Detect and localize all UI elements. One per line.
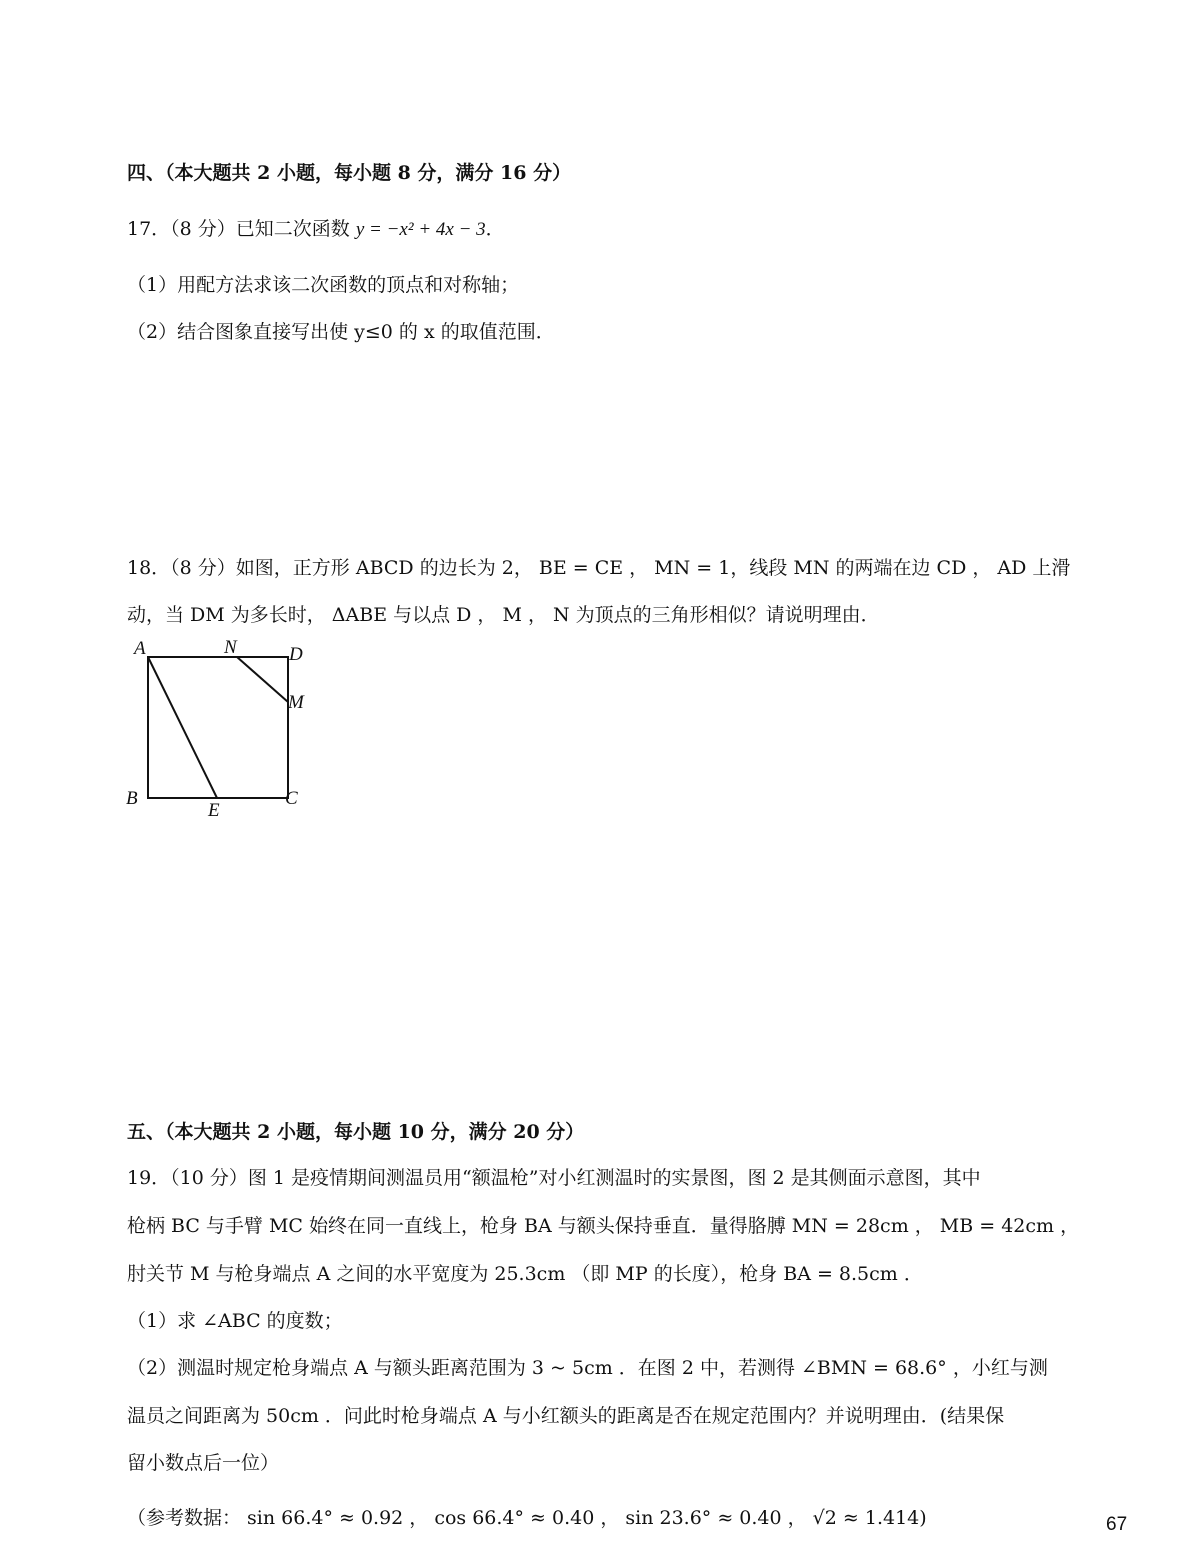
question-19-line-1: 19．（10 分）图 1 是疫情期间测温员用“额温枪”对小红测温时的实景图，图 2 是其侧面示意图，其中 bbox=[127, 1167, 981, 1189]
square-outline bbox=[148, 657, 288, 798]
label-a: A bbox=[134, 638, 146, 659]
section-5-heading: 五、（本大题共 2 小题，每小题 10 分，满分 20 分） bbox=[127, 1121, 585, 1143]
question-17-stem bbox=[127, 214, 505, 241]
question-19-part-1: （1）求 ∠ABC 的度数； bbox=[127, 1310, 343, 1332]
q17-formula: y = −x² + 4x − 3 bbox=[355, 219, 486, 240]
page-number: 67 bbox=[1106, 1514, 1128, 1535]
question-18-line-2: 动，当 DM 为多长时， ΔABE 与以点 D ， M ， N 为顶点的三角形相似？请说明理由． bbox=[127, 604, 880, 626]
question-18-line-1: 18．（8 分）如图，正方形 ABCD 的边长为 2， BE = CE ， MN = 1，线段 MN 的两端在边 CD ， AD 上滑 bbox=[127, 557, 1071, 579]
question-19-part-2-line-1: （2）测温时规定枪身端点 A 与额头距离范围为 3 ~ 5cm ．在图 2 中，若测得 ∠BMN = 68.6° ，小红与测 bbox=[127, 1357, 1048, 1379]
question-19-line-2: 枪柄 BC 与手臂 MC 始终在同一直线上，枪身 BA 与额头保持垂直．量得胳膊 MN = 28cm ， MB = 42cm ， bbox=[127, 1215, 1080, 1237]
segment-nm bbox=[237, 657, 288, 702]
q17-stem-prefix: 17．（8 分）已知二次函数 bbox=[127, 218, 356, 240]
label-n: N bbox=[224, 637, 237, 658]
label-m: M bbox=[288, 692, 304, 713]
question-19-line-3: 肘关节 M 与枪身端点 A 之间的水平宽度为 25.3cm （即 MP 的长度），枪身 BA = 8.5cm ． bbox=[127, 1263, 923, 1285]
question-19-reference-data: （参考数据： sin 66.4° ≈ 0.92 ， cos 66.4° ≈ 0.40 ， sin 23.6° ≈ 0.40 ， √2 ≈ 1.414) bbox=[127, 1507, 927, 1529]
square-abcd-figure bbox=[118, 632, 328, 827]
question-19-part-2-line-3: 留小数点后一位） bbox=[127, 1452, 280, 1474]
question-17-part-1: （1）用配方法求该二次函数的顶点和对称轴； bbox=[127, 274, 520, 296]
label-c: C bbox=[285, 788, 298, 809]
label-b: B bbox=[126, 788, 138, 809]
q17-stem-suffix: ． bbox=[485, 218, 505, 240]
section-4-heading: 四、（本大题共 2 小题，每小题 8 分，满分 16 分） bbox=[127, 162, 572, 184]
question-17-part-2: （2）结合图象直接写出使 y≤0 的 x 的取值范围． bbox=[127, 321, 555, 343]
label-e: E bbox=[208, 800, 220, 821]
question-19-part-2-line-2: 温员之间距离为 50cm ．问此时枪身端点 A 与小红额头的距离是否在规定范围内？并说明理由．(结果保 bbox=[127, 1405, 1005, 1427]
segment-ae bbox=[148, 657, 217, 798]
label-d: D bbox=[289, 644, 303, 665]
